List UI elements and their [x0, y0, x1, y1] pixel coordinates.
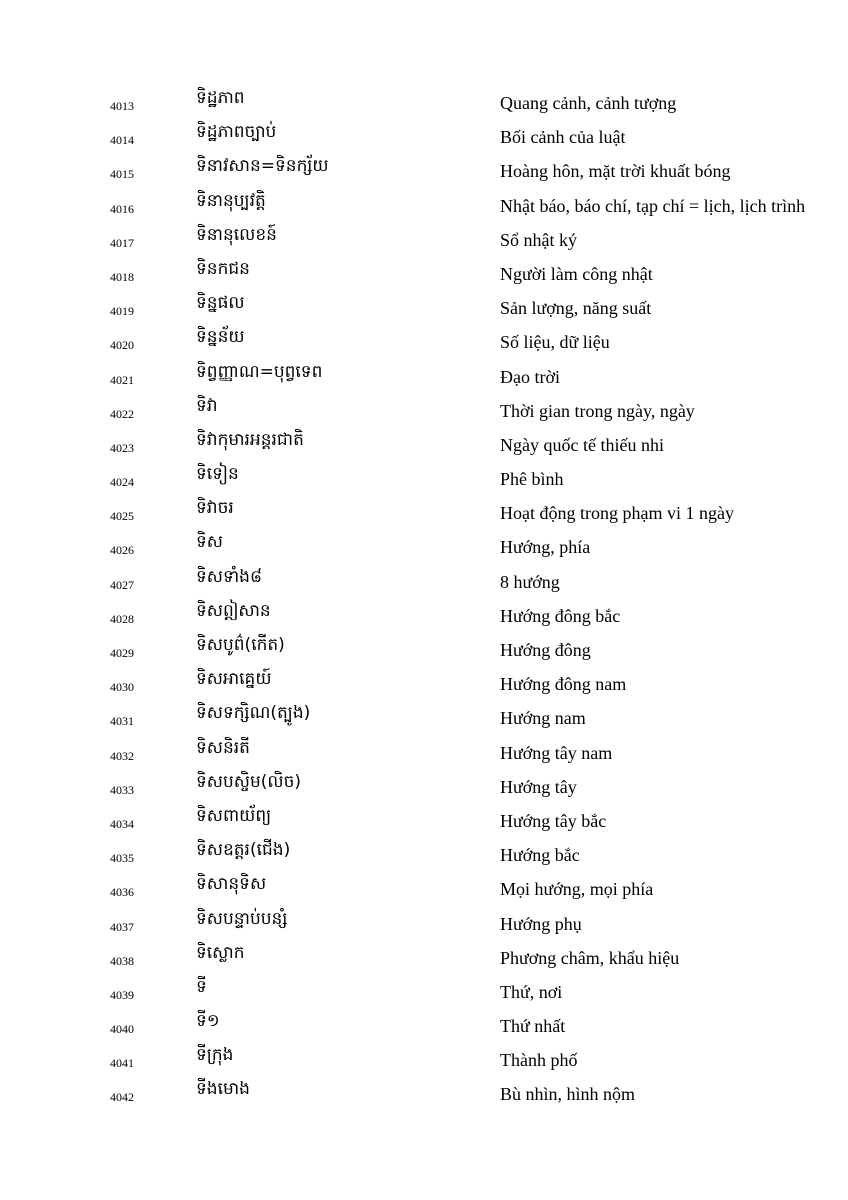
dictionary-entry — [0, 153, 848, 187]
entry-khmer-term: ទិទៀន — [196, 464, 239, 485]
dictionary-entry — [0, 256, 848, 290]
entry-khmer-term: ទិព្វញ្ញាណ=បុព្វទេព — [196, 361, 323, 382]
entry-khmer-term: ទិសឦសាន — [196, 600, 271, 621]
entry-number: 4035 — [110, 851, 134, 866]
dictionary-entry — [0, 529, 848, 563]
dictionary-entry — [0, 461, 848, 495]
entry-khmer-term: ទិស — [196, 532, 223, 553]
entry-vietnamese-meaning: Thứ, nơi — [500, 981, 563, 1002]
entry-khmer-term: ទិដ្ឋភាព — [196, 88, 245, 108]
entry-vietnamese-meaning: Thời gian trong ngày, ngày — [500, 400, 695, 421]
dictionary-entry — [0, 1008, 848, 1042]
dictionary-entry — [0, 222, 848, 256]
entry-khmer-term: ទិសទាំង៨ — [196, 566, 262, 587]
entry-vietnamese-meaning: Hoàng hôn, mặt trời khuất bóng — [500, 161, 731, 182]
entry-khmer-term: ទិស្លោក — [196, 942, 245, 963]
entry-number: 4021 — [110, 372, 134, 387]
entry-vietnamese-meaning: Hướng đông — [500, 640, 591, 660]
entry-khmer-term: ទិសបស្ចិម(លិច) — [196, 771, 301, 792]
entry-khmer-term: ទិន្នន័យ — [196, 327, 245, 348]
entry-vietnamese-meaning: Sổ nhật ký — [500, 229, 578, 250]
entry-number: 4027 — [110, 577, 134, 592]
dictionary-entry — [0, 359, 848, 393]
entry-vietnamese-meaning: Người làm công nhật — [500, 263, 653, 284]
entry-khmer-term: ទិដ្ឋភាពច្បាប់ — [196, 122, 277, 143]
entry-number: 4029 — [110, 646, 134, 660]
entry-number: 4038 — [110, 953, 134, 968]
entry-vietnamese-meaning: Hướng đông nam — [500, 674, 627, 695]
entry-number: 4040 — [110, 1022, 134, 1037]
entry-number: 4020 — [110, 338, 134, 353]
entry-number: 4042 — [110, 1090, 134, 1105]
entry-vietnamese-meaning: Hướng đông bắc — [500, 605, 621, 626]
entry-khmer-term: ទិសនិរតី — [196, 737, 250, 758]
dictionary-entry — [0, 974, 848, 1008]
entry-vietnamese-meaning: Phương châm, khẩu hiệu — [500, 947, 680, 968]
entry-khmer-term: ទិសទក្សិណ(ត្បូង) — [196, 703, 311, 724]
entry-khmer-term: ទិសបន្ទាប់បន្សំ — [196, 908, 288, 929]
entry-number: 4037 — [110, 919, 134, 934]
entry-khmer-term: ទិនានុប្បវត្តិ — [196, 190, 266, 211]
entry-vietnamese-meaning: Thành phố — [500, 1050, 578, 1071]
dictionary-entry — [0, 564, 848, 598]
entry-vietnamese-meaning: Hướng tây nam — [500, 742, 613, 763]
dictionary-entry — [0, 940, 848, 974]
entry-number: 4014 — [110, 133, 134, 148]
dictionary-entry — [0, 427, 848, 461]
entry-khmer-term: ទី — [196, 976, 207, 997]
entry-khmer-term: ទិនកជន — [196, 258, 250, 279]
entry-vietnamese-meaning: Sản lượng, năng suất — [500, 298, 652, 319]
entry-number: 4022 — [110, 406, 134, 421]
dictionary-entry — [0, 837, 848, 871]
entry-number: 4036 — [110, 885, 134, 900]
entry-khmer-term: ទិសអាគ្នេយ៍ — [196, 669, 272, 690]
entry-khmer-term: ទិវា — [196, 395, 218, 416]
entry-vietnamese-meaning: Mọi hướng, mọi phía — [500, 879, 654, 900]
entry-number: 4034 — [110, 816, 134, 831]
entry-number: 4018 — [110, 269, 134, 284]
entry-vietnamese-meaning: Bù nhìn, hình nộm — [500, 1084, 636, 1105]
entry-vietnamese-meaning: Hướng phụ — [500, 913, 582, 934]
dictionary-entry — [0, 393, 848, 427]
entry-vietnamese-meaning: Bối cảnh của luật — [500, 127, 626, 148]
entry-vietnamese-meaning: Đạo trời — [500, 366, 561, 387]
dictionary-entry — [0, 906, 848, 940]
entry-number: 4026 — [110, 543, 134, 558]
entry-vietnamese-meaning: Phê bình — [500, 469, 564, 490]
entry-number: 4031 — [110, 714, 134, 729]
entry-number: 4017 — [110, 235, 134, 250]
dictionary-entry — [0, 85, 848, 119]
entry-vietnamese-meaning: Ngày quốc tế thiếu nhi — [500, 434, 664, 455]
entry-vietnamese-meaning: Hướng, phía — [500, 537, 591, 558]
entry-vietnamese-meaning: Quang cảnh, cảnh tượng — [500, 93, 677, 113]
entry-khmer-term: ទិនានុលេខន៍ — [196, 224, 277, 245]
dictionary-entry — [0, 700, 848, 734]
entry-number: 4019 — [110, 304, 134, 319]
dictionary-entry — [0, 871, 848, 905]
dictionary-entry — [0, 119, 848, 153]
dictionary-entry — [0, 735, 848, 769]
dictionary-entry — [0, 598, 848, 632]
dictionary-entry — [0, 1042, 848, 1076]
entry-number: 4015 — [110, 167, 134, 182]
dictionary-entry — [0, 290, 848, 324]
entry-vietnamese-meaning: 8 hướng — [500, 571, 560, 592]
entry-number: 4013 — [110, 99, 134, 113]
entry-khmer-term: ទិសបូព៌(កើត) — [196, 635, 285, 655]
entry-number: 4041 — [110, 1056, 134, 1071]
entry-vietnamese-meaning: Thứ nhất — [500, 1016, 566, 1037]
entry-khmer-term: ទិវាកុមារអន្តរជាតិ — [196, 429, 304, 450]
entry-khmer-term: ទី១ — [196, 1011, 220, 1032]
entry-khmer-term: ទិនាវសាន=ទិនក្ស័យ — [196, 156, 329, 177]
entry-vietnamese-meaning: Hướng bắc — [500, 845, 580, 866]
dictionary-entry — [0, 769, 848, 803]
entry-number: 4039 — [110, 987, 134, 1002]
entry-number: 4028 — [110, 611, 134, 626]
dictionary-entry — [0, 803, 848, 837]
dictionary-entry — [0, 1076, 848, 1110]
dictionary-entry — [0, 632, 848, 666]
dictionary-list — [0, 85, 848, 1111]
entry-number: 4023 — [110, 440, 134, 455]
entry-vietnamese-meaning: Hoạt động trong phạm vi 1 ngày — [500, 503, 734, 524]
entry-khmer-term: ទិន្នផល — [196, 293, 245, 314]
entry-khmer-term: ទិសពាយ័ព្យ — [196, 805, 272, 826]
entry-vietnamese-meaning: Hướng nam — [500, 708, 586, 729]
entry-number: 4033 — [110, 782, 134, 797]
entry-khmer-term: ទិសឧត្តរ(ជើង) — [196, 840, 291, 861]
dictionary-entry — [0, 324, 848, 358]
entry-khmer-term: ទិវាចរ — [196, 498, 234, 519]
entry-khmer-term: ទិសានុទិស — [196, 874, 267, 895]
entry-vietnamese-meaning: Hướng tây bắc — [500, 810, 607, 831]
entry-number: 4030 — [110, 680, 134, 695]
entry-vietnamese-meaning: Số liệu, dữ liệu — [500, 332, 610, 353]
entry-number: 4025 — [110, 509, 134, 524]
dictionary-entry — [0, 666, 848, 700]
entry-number: 4024 — [110, 475, 134, 490]
entry-khmer-term: ទីងមោង — [196, 1079, 250, 1100]
dictionary-entry — [0, 495, 848, 529]
entry-vietnamese-meaning: Hướng tây — [500, 776, 577, 797]
dictionary-entry — [0, 188, 848, 222]
entry-khmer-term: ទីក្រុង — [196, 1045, 234, 1066]
entry-number: 4032 — [110, 748, 134, 763]
entry-vietnamese-meaning: Nhật báo, báo chí, tạp chí = lịch, lịch trình — [500, 195, 806, 216]
entry-number: 4016 — [110, 201, 134, 216]
